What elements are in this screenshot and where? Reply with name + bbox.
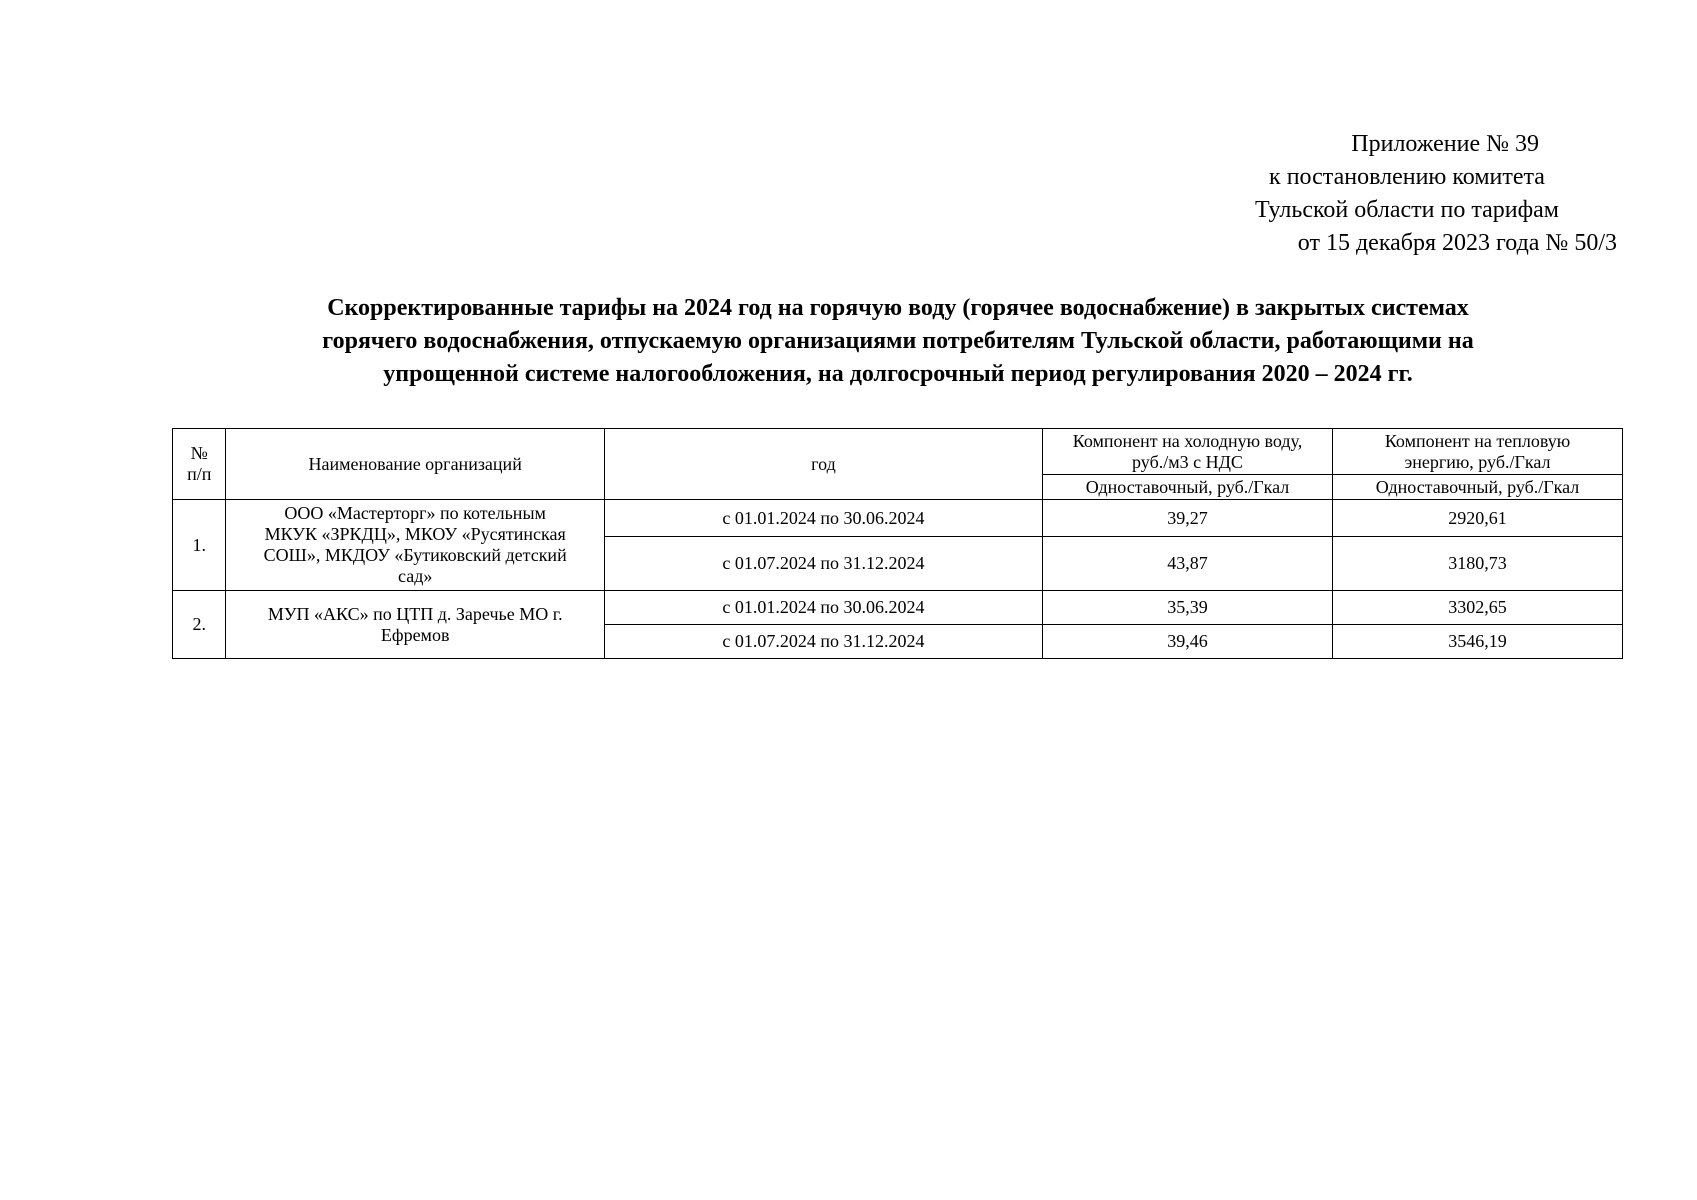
row-number: 1.: [173, 500, 226, 591]
table-row: [173, 500, 1623, 537]
organization-name: [226, 500, 604, 591]
header-heat-energy-line: Компонент на тепловую: [1384, 430, 1571, 451]
subheader-heat-rate: Одноставочный, руб./Гкал: [1332, 475, 1622, 500]
organization-name-line: МУП «АКС» по ЦТП д. Заречье МО г.: [267, 603, 563, 624]
table-row: [173, 591, 1623, 625]
cold-water-rate: 39,46: [1042, 625, 1332, 659]
heat-energy-rate: 3302,65: [1332, 591, 1622, 625]
title-line: Скорректированные тарифы на 2024 год на горячую воду (горячее водоснабжение) в закрытых системах: [327, 295, 1469, 321]
organization-name-line: СОШ», МКДОУ «Бутиковский детский: [263, 545, 567, 565]
title-line: упрощенной системе налогообложения, на долгосрочный период регулирования 2020 – 2024 гг.: [383, 361, 1413, 387]
period-cell: с 01.07.2024 по 31.12.2024: [604, 625, 1042, 659]
appendix-reference: [1197, 128, 1617, 260]
period-cell: с 01.07.2024 по 31.12.2024: [604, 537, 1042, 591]
organization-name-line: ООО «Мастерторг» по котельным: [284, 503, 546, 523]
header-cold-water: [1042, 429, 1332, 475]
appendix-number: Приложение № 39: [1351, 131, 1539, 157]
cold-water-rate: 35,39: [1042, 591, 1332, 625]
organization-name-line: сад»: [398, 566, 433, 586]
header-number: [173, 429, 226, 500]
header-number-abbr: п/п: [187, 464, 212, 484]
header-year: год: [604, 429, 1042, 500]
header-cold-water-line: Компонент на холодную воду,: [1072, 430, 1303, 451]
organization-name-line: Ефремов: [380, 624, 450, 645]
heat-energy-rate: 2920,61: [1332, 500, 1622, 537]
heat-energy-rate: 3546,19: [1332, 625, 1622, 659]
appendix-committee: Тульской области по тарифам: [1254, 197, 1559, 223]
header-cold-water-unit: руб./м3 с НДС: [1132, 451, 1243, 472]
tariffs-table: [172, 428, 1623, 659]
header-organization: Наименование организаций: [226, 429, 604, 500]
header-heat-energy: [1332, 429, 1622, 475]
table-header-row: [173, 429, 1623, 475]
subheader-cold-rate: Одноставочный, руб./Гкал: [1042, 475, 1332, 500]
title-line: горячего водоснабжения, отпускаемую организациями потребителям Тульской области, работающими на: [322, 328, 1474, 354]
heat-energy-rate: 3180,73: [1332, 537, 1622, 591]
appendix-resolution: к постановлению комитета: [1269, 164, 1545, 190]
cold-water-rate: 43,87: [1042, 537, 1332, 591]
header-heat-energy-unit: энергию, руб./Гкал: [1404, 451, 1551, 472]
appendix-date: от 15 декабря 2023 года № 50/3: [1297, 230, 1617, 256]
header-number-symbol: №: [190, 443, 208, 463]
document-title: [172, 292, 1624, 391]
period-cell: с 01.01.2024 по 30.06.2024: [604, 500, 1042, 537]
cold-water-rate: 39,27: [1042, 500, 1332, 537]
organization-name: [226, 591, 604, 659]
row-number: 2.: [173, 591, 226, 659]
organization-name-line: МКУК «ЗРКДЦ», МКОУ «Русятинская: [264, 524, 566, 544]
period-cell: с 01.01.2024 по 30.06.2024: [604, 591, 1042, 625]
